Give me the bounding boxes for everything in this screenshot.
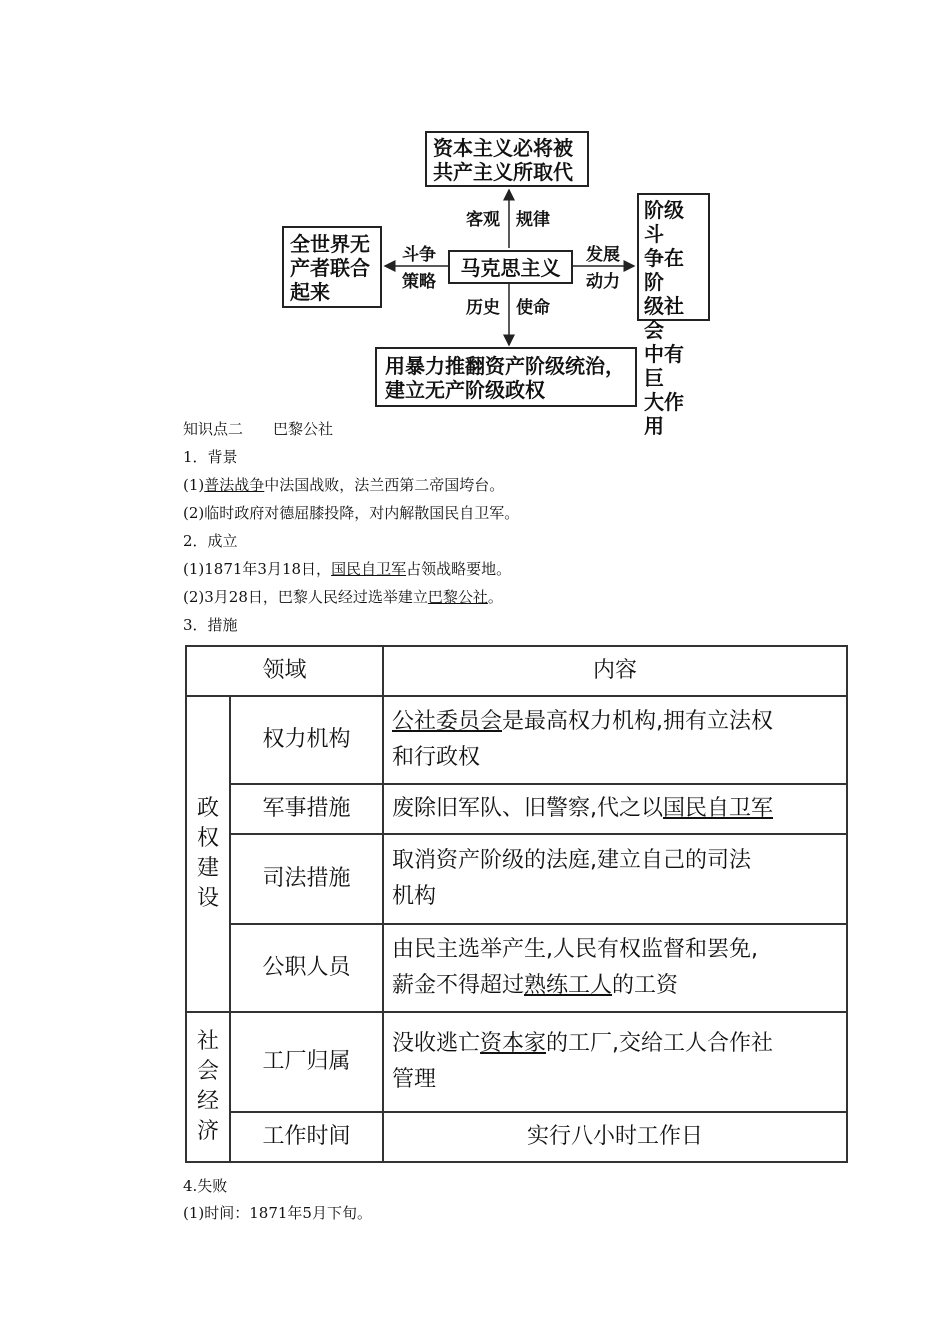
row-content bbox=[383, 924, 847, 1012]
text: 薪金不得超过 bbox=[392, 973, 525, 998]
right-box-line-1: 阶级斗 bbox=[644, 198, 684, 246]
row-subject: 工厂归属 bbox=[230, 1012, 383, 1112]
category-economy bbox=[186, 1012, 230, 1162]
establishment-item-2 bbox=[183, 587, 503, 607]
background-title: 1．背景 bbox=[183, 448, 238, 466]
text: (1)1871年3月18日， bbox=[183, 560, 332, 578]
right-box-line-2: 争在阶 bbox=[644, 246, 684, 294]
background-item-2: (2)临时政府对德屈膝投降，对内解散国民自卫军。 bbox=[183, 504, 520, 522]
row-subject: 军事措施 bbox=[230, 784, 383, 834]
text: 中法国战败，法兰西第二帝国垮台。 bbox=[264, 476, 505, 494]
measures-table bbox=[185, 645, 848, 1163]
row-content bbox=[383, 1012, 847, 1112]
top-box-line-1: 资本主义必将被 bbox=[433, 136, 573, 160]
category-political bbox=[186, 696, 230, 1012]
table-row bbox=[186, 784, 847, 834]
header-field: 领域 bbox=[186, 646, 383, 696]
center-label: 马克思主义 bbox=[460, 256, 561, 280]
text: 管理 bbox=[392, 1067, 437, 1092]
table-row bbox=[186, 1112, 847, 1162]
left-box-line-2: 产者联合 bbox=[290, 256, 370, 280]
text: 取消资产阶级的法庭,建立自己的司法 bbox=[392, 848, 751, 873]
label-objective: 客观 bbox=[466, 210, 500, 230]
failure-title: 4.失败 bbox=[183, 1177, 228, 1195]
right-box-line-5: 大作用 bbox=[644, 390, 684, 438]
underlined-term: 熟练工人 bbox=[524, 973, 613, 998]
row-content bbox=[383, 784, 847, 834]
label-mission: 使命 bbox=[516, 298, 550, 318]
measures-title: 3．措施 bbox=[183, 616, 238, 634]
section-title: 知识点二 巴黎公社 bbox=[183, 420, 334, 438]
top-box bbox=[425, 131, 589, 187]
row-subject: 司法措施 bbox=[230, 834, 383, 924]
underlined-term: 公社委员会 bbox=[392, 709, 503, 734]
header-content: 内容 bbox=[383, 646, 847, 696]
table-row bbox=[186, 924, 847, 1012]
right-box-line-3: 级社会 bbox=[644, 294, 684, 342]
row-subject: 权力机构 bbox=[230, 696, 383, 784]
category-label: 社会经济 bbox=[196, 1029, 219, 1144]
label-law: 规律 bbox=[516, 210, 550, 230]
background-item-1 bbox=[183, 475, 504, 495]
text: 是最高权力机构,拥有立法权 bbox=[502, 709, 774, 734]
row-subject: 公职人员 bbox=[230, 924, 383, 1012]
category-label: 政权建设 bbox=[196, 796, 219, 911]
left-box-line-1: 全世界无 bbox=[290, 232, 370, 256]
bottom-box-line-2: 建立无产阶级政权 bbox=[385, 378, 545, 402]
right-box-line-4: 中有巨 bbox=[644, 342, 684, 390]
underlined-term: 资本家 bbox=[480, 1031, 547, 1056]
label-strategy: 策略 bbox=[402, 272, 436, 292]
establishment-item-1 bbox=[183, 559, 511, 579]
text: (2)3月28日，巴黎人民经过选举建立 bbox=[183, 588, 428, 606]
bottom-box bbox=[375, 347, 637, 407]
row-subject: 工作时间 bbox=[230, 1112, 383, 1162]
top-box-line-2: 共产主义所取代 bbox=[433, 160, 573, 184]
left-box bbox=[282, 226, 382, 308]
row-content bbox=[383, 834, 847, 924]
text: 废除旧军队、旧警察,代之以 bbox=[392, 796, 663, 821]
text: 机构 bbox=[392, 884, 437, 909]
text: 的工资 bbox=[612, 973, 679, 998]
center-box bbox=[448, 250, 573, 284]
table-header-row bbox=[186, 646, 847, 696]
text: 由民主选举产生,人民有权监督和罢免, bbox=[392, 937, 758, 962]
row-content bbox=[383, 696, 847, 784]
failure-item-1: (1)时间：1871年5月下旬。 bbox=[183, 1204, 372, 1222]
label-driving-force: 动力 bbox=[586, 272, 620, 292]
text: 占领战略要地。 bbox=[406, 560, 512, 578]
label-struggle: 斗争 bbox=[402, 245, 436, 265]
text: 。 bbox=[487, 588, 503, 606]
bottom-box-line-1: 用暴力推翻资产阶级统治， bbox=[385, 354, 625, 378]
underlined-term: 普法战争 bbox=[204, 476, 265, 494]
table-row bbox=[186, 1012, 847, 1112]
label-history: 历史 bbox=[466, 298, 500, 318]
left-box-line-3: 起来 bbox=[290, 280, 330, 304]
right-box bbox=[637, 193, 710, 438]
underlined-term: 国民自卫军 bbox=[331, 560, 407, 578]
table-row bbox=[186, 696, 847, 784]
establishment-title: 2．成立 bbox=[183, 532, 238, 550]
text: (1) bbox=[183, 476, 205, 494]
text: 没收逃亡 bbox=[392, 1031, 481, 1056]
table-row bbox=[186, 834, 847, 924]
text: 和行政权 bbox=[392, 745, 481, 770]
underlined-term: 巴黎公社 bbox=[427, 588, 488, 606]
label-development: 发展 bbox=[586, 245, 620, 265]
underlined-term: 国民自卫军 bbox=[663, 796, 774, 821]
text: 的工厂,交给工人合作社 bbox=[546, 1031, 774, 1056]
row-content: 实行八小时工作日 bbox=[383, 1112, 847, 1162]
